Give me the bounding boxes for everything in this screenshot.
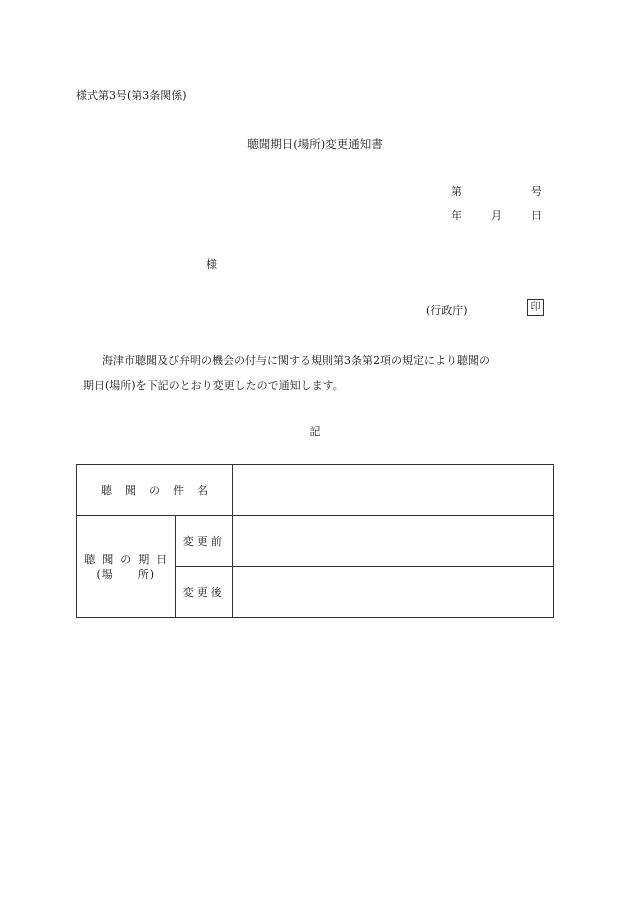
document-title: 聴聞期日(場所)変更通知書: [247, 137, 383, 151]
table-row-subject: [77, 465, 554, 516]
addressee-honorific: 様: [206, 258, 217, 271]
after-change-label: 変更後: [175, 567, 232, 618]
subject-value: [233, 465, 554, 516]
date-label-line-1: 聴聞の期日: [84, 552, 175, 566]
date-month-label: 月: [491, 209, 502, 222]
notice-body-line-2: 期日(場所)を下記のとおり変更したので通知します。: [83, 379, 344, 392]
subject-label: 聴聞の件名: [77, 465, 233, 516]
before-change-label: 変更前: [175, 516, 232, 567]
sender-label: (行政庁): [426, 304, 468, 317]
notice-body: [76, 348, 556, 398]
notice-body-line-1: 海津市聴聞及び弁明の機会の付与に関する規則第3条第2項の規定により聴聞の: [102, 354, 490, 367]
seal-stamp: 印: [527, 299, 544, 316]
before-change-value: [233, 516, 554, 567]
date-place-label: [77, 516, 176, 618]
ki-heading: 記: [309, 425, 321, 438]
date-day-label: 日: [531, 209, 542, 222]
document-number-prefix: 第: [451, 185, 462, 198]
table-row-before: [77, 516, 554, 567]
after-change-value: [233, 567, 554, 618]
notice-table: [76, 464, 554, 618]
document-number-suffix: 号: [531, 185, 542, 198]
date-year-label: 年: [451, 209, 462, 222]
form-number: 様式第3号(第3条関係): [76, 89, 187, 102]
date-label-line-2: (場 所): [96, 567, 156, 581]
